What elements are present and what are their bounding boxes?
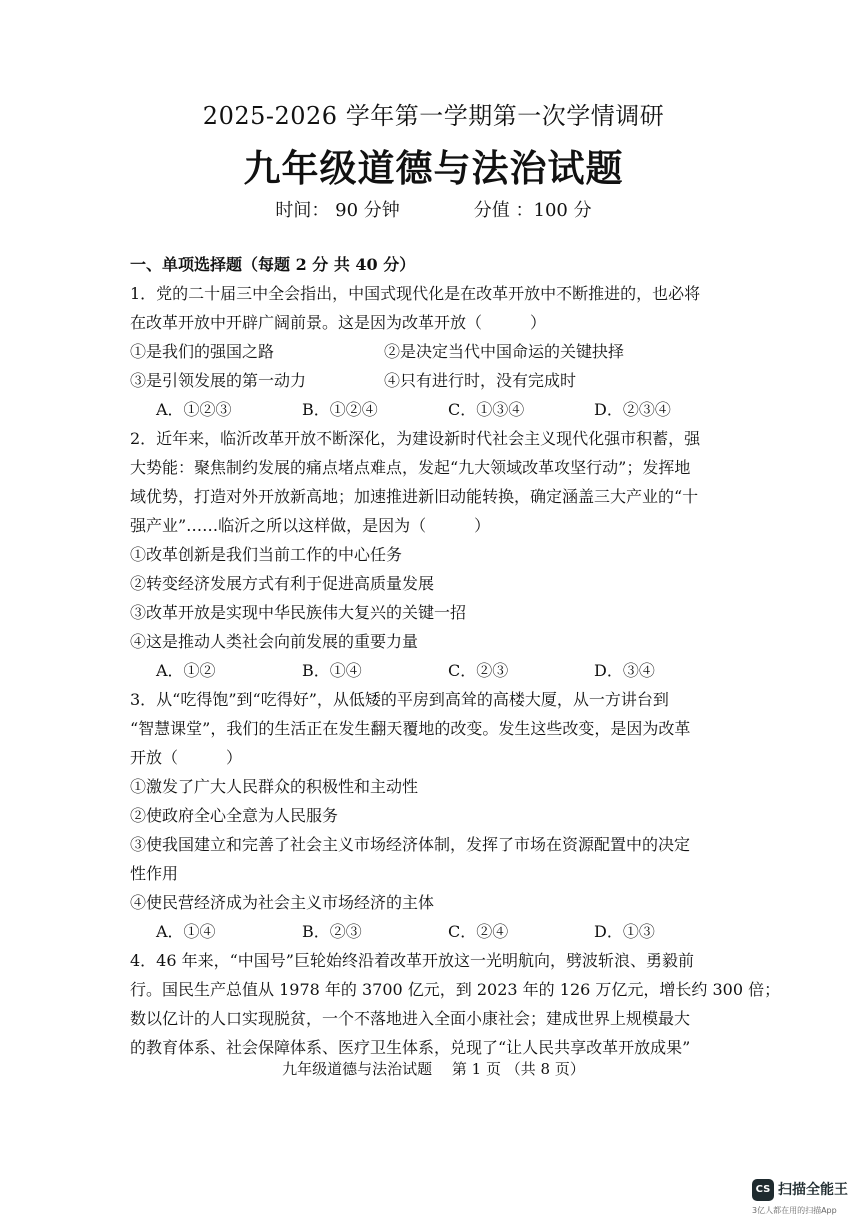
statement: ②是决定当代中国命运的关键抉择 bbox=[384, 342, 625, 361]
question-line: 强产业”……临沂之所以这样做，是因为（ ） bbox=[130, 516, 491, 535]
option-a: A．①④ bbox=[156, 922, 216, 941]
scanner-tagline: 3亿人都在用的扫描App bbox=[752, 1206, 837, 1215]
question-line: 1．党的二十届三中全会指出，中国式现代化是在改革开放中不断推进的，也必将 bbox=[130, 284, 701, 303]
statement-row bbox=[130, 366, 740, 395]
statement: ③改革开放是实现中华民族伟大复兴的关键一招 bbox=[130, 603, 467, 622]
statement: ②使政府全心全意为人民服务 bbox=[130, 806, 339, 825]
option-d: D．③④ bbox=[594, 661, 655, 680]
question-line: 大势能：聚焦制约发展的痛点堵点难点，发起“九大领域改革攻坚行动”；发挥地 bbox=[130, 458, 691, 477]
statement: 性作用 bbox=[130, 864, 179, 883]
camscanner-logo-icon: CS bbox=[752, 1179, 774, 1201]
option-d: D．②③④ bbox=[594, 400, 671, 419]
question-2 bbox=[130, 424, 740, 685]
statement: ④只有进行时，没有完成时 bbox=[384, 371, 577, 390]
statement: ①是我们的强国之路 bbox=[130, 342, 275, 361]
question-line: 域优势，打造对外开放新高地；加速推进新旧动能转换，确定涵盖三大产业的“十 bbox=[130, 487, 699, 506]
exam-score: 分值 ：100 分 bbox=[473, 200, 592, 221]
statement: ③是引领发展的第一动力 bbox=[130, 371, 307, 390]
question-line: 4．46 年来，“中国号”巨轮始终沿着改革开放这一光明航向，劈波斩浪、勇毅前 bbox=[130, 951, 694, 970]
exam-content bbox=[130, 250, 781, 1062]
option-c: C．①③④ bbox=[448, 400, 525, 419]
option-d: D．①③ bbox=[594, 922, 655, 941]
answer-options bbox=[130, 917, 740, 946]
statement: ③使我国建立和完善了社会主义市场经济体制，发挥了市场在资源配置中的决定 bbox=[130, 835, 691, 854]
question-line: 数以亿计的人口实现脱贫，一个不落地进入全面小康社会；建成世界上规模最大 bbox=[130, 1009, 691, 1028]
exam-subtitle: 2025-2026 学年第一学期第一次学情调研 bbox=[202, 102, 665, 130]
statement: ④这是推动人类社会向前发展的重要力量 bbox=[130, 632, 419, 651]
question-line: 在改革开放中开辟广阔前景。这是因为改革开放（ ） bbox=[130, 313, 547, 332]
option-b: B．①②④ bbox=[302, 400, 378, 419]
question-3 bbox=[130, 685, 740, 946]
statement-row bbox=[130, 337, 740, 366]
exam-title: 九年级道德与法治试题 bbox=[243, 147, 624, 190]
scanner-app-name: 扫描全能王 bbox=[778, 1182, 848, 1198]
question-line: 开放（ ） bbox=[130, 748, 243, 767]
statement: ①激发了广大人民群众的积极性和主动性 bbox=[130, 777, 419, 796]
statement: ④使民营经济成为社会主义市场经济的主体 bbox=[130, 893, 435, 912]
exam-meta bbox=[0, 196, 867, 222]
option-b: B．①④ bbox=[302, 661, 362, 680]
option-c: C．②④ bbox=[448, 922, 509, 941]
question-1 bbox=[130, 279, 740, 424]
page-footer: 九年级道德与法治试题 第 1 页 （共 8 页） bbox=[282, 1060, 585, 1078]
scanner-watermark bbox=[752, 1176, 862, 1216]
option-a: A．①②③ bbox=[156, 400, 232, 419]
question-line: 的教育体系、社会保障体系、医疗卫生体系，兑现了“让人民共享改革开放成果” bbox=[130, 1038, 691, 1057]
exam-time: 时间： 90 分钟 bbox=[275, 200, 400, 221]
option-c: C．②③ bbox=[448, 661, 509, 680]
statement: ②转变经济发展方式有利于促进高质量发展 bbox=[130, 574, 435, 593]
answer-options bbox=[130, 395, 740, 424]
option-a: A．①② bbox=[156, 661, 216, 680]
statement: ①改革创新是我们当前工作的中心任务 bbox=[130, 545, 403, 564]
section-heading: 一、单项选择题（每题 2 分 共 40 分） bbox=[130, 255, 416, 274]
question-4 bbox=[130, 946, 781, 1062]
question-line: 行。国民生产总值从 1978 年的 3700 亿元，到 2023 年的 126 万亿元，增长约 300 倍； bbox=[130, 980, 781, 999]
question-line: 2．近年来，临沂改革开放不断深化，为建设新时代社会主义现代化强市积蓄，强 bbox=[130, 429, 701, 448]
option-b: B．②③ bbox=[302, 922, 362, 941]
question-line: “智慧课堂”，我们的生活正在发生翻天覆地的改变。发生这些改变，是因为改革 bbox=[130, 719, 691, 738]
answer-options bbox=[130, 656, 740, 685]
question-line: 3．从“吃得饱”到“吃得好”，从低矮的平房到高耸的高楼大厦，从一方讲台到 bbox=[130, 690, 669, 709]
